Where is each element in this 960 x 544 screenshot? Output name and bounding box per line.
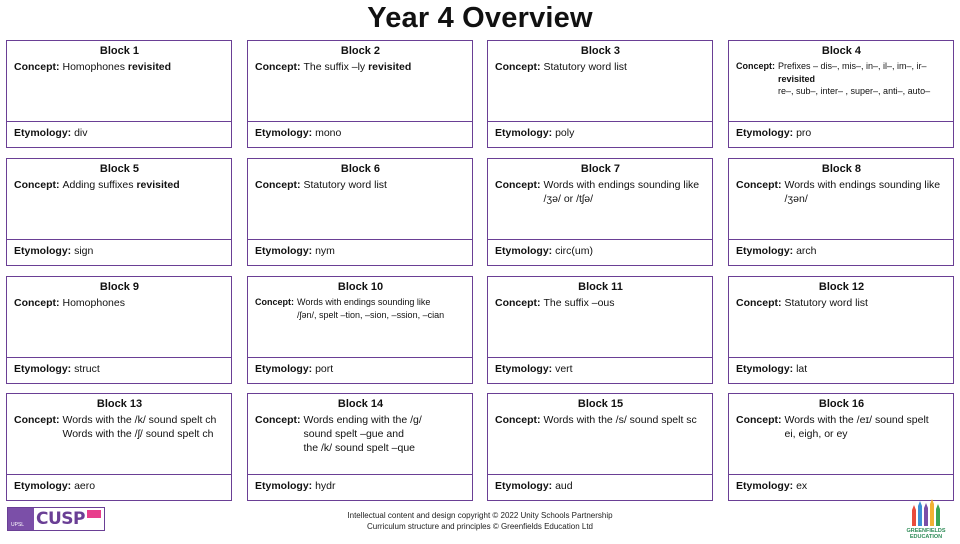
block-card — [247, 40, 473, 148]
block-concept — [14, 296, 225, 310]
block-concept — [495, 60, 706, 74]
block-concept-section — [248, 41, 472, 121]
etymology-value: hydr — [315, 480, 336, 492]
etymology-value: struct — [74, 363, 100, 375]
block-concept-section — [7, 277, 231, 357]
block-card — [247, 158, 473, 266]
concept-line — [304, 178, 467, 192]
concept-line — [778, 73, 947, 86]
cusp-logo-text: CUSP — [36, 509, 85, 529]
block-etymology — [7, 121, 231, 148]
block-concept-section — [488, 394, 712, 474]
block-concept — [255, 60, 466, 74]
concept-text: Statutory word list — [543, 61, 627, 73]
copyright-line-2: Curriculum structure and principles © Greenfields Education Ltd — [367, 522, 593, 531]
block-title: Block 12 — [818, 281, 865, 293]
concept-text: Statutory word list — [784, 297, 868, 309]
etymology-value: arch — [796, 245, 817, 257]
block-card — [728, 40, 954, 148]
block-etymology — [7, 239, 231, 266]
concept-emphasis: revisited — [136, 179, 180, 191]
etymology-value: div — [74, 127, 88, 139]
block-concept — [14, 60, 225, 74]
block-concept — [736, 60, 947, 98]
block-concept-section — [729, 394, 953, 474]
block-title: Block 13 — [96, 398, 143, 410]
block-etymology — [488, 121, 712, 148]
concept-line — [297, 309, 466, 322]
concept-text: Adding suffixes — [62, 179, 137, 191]
concept-text: /ʒən/ — [784, 193, 808, 205]
concept-text: Statutory word list — [303, 179, 387, 191]
concept-line — [63, 413, 226, 427]
block-concept-section — [7, 159, 231, 239]
etymology-label: Etymology: — [255, 363, 313, 375]
block-title: Block 3 — [580, 45, 621, 57]
etymology-value: mono — [315, 127, 342, 139]
concept-line — [304, 427, 467, 441]
concept-line — [785, 192, 948, 206]
concept-text: Words with endings sounding like — [784, 179, 941, 191]
concept-label: Concept: — [255, 297, 294, 307]
etymology-label: Etymology: — [14, 363, 72, 375]
block-etymology — [729, 121, 953, 148]
concept-label: Concept: — [255, 61, 301, 73]
block-title: Block 5 — [99, 163, 140, 175]
concept-label: Concept: — [736, 414, 782, 426]
page-title: Year 4 Overview — [367, 2, 593, 34]
etymology-label: Etymology: — [736, 480, 794, 492]
block-concept-section — [488, 277, 712, 357]
concept-label: Concept: — [14, 61, 60, 73]
concept-label: Concept: — [736, 179, 782, 191]
etymology-value: vert — [555, 363, 573, 375]
etymology-label: Etymology: — [14, 245, 72, 257]
concept-text: /ʃən/, spelt –tion, –sion, –ssion, –cian — [297, 309, 445, 320]
block-concept — [495, 413, 706, 427]
block-title: Block 1 — [99, 45, 140, 57]
block-concept-section — [729, 41, 953, 121]
concept-line — [785, 296, 948, 310]
concept-text: The suffix –ly — [303, 61, 369, 73]
concept-text: sound spelt –gue and — [303, 428, 404, 440]
block-concept-section — [729, 277, 953, 357]
concept-text: Words ending with the /g/ — [303, 414, 422, 426]
etymology-label: Etymology: — [495, 480, 553, 492]
concept-line — [63, 296, 226, 310]
concept-line — [785, 413, 948, 427]
block-title: Block 15 — [577, 398, 624, 410]
concept-text: Words with endings sounding like — [543, 179, 700, 191]
block-concept — [495, 178, 706, 206]
concept-label: Concept: — [495, 61, 541, 73]
block-concept — [14, 413, 225, 441]
block-title: Block 16 — [818, 398, 865, 410]
block-title: Block 6 — [340, 163, 381, 175]
block-concept — [736, 413, 947, 441]
concept-label: Concept: — [14, 297, 60, 309]
block-concept — [736, 296, 947, 310]
pencils-icon — [906, 498, 946, 528]
block-etymology — [729, 239, 953, 266]
concept-text: Homophones — [62, 61, 128, 73]
etymology-label: Etymology: — [736, 245, 794, 257]
block-etymology — [488, 239, 712, 266]
copyright-footer — [300, 510, 660, 532]
concept-text: Words with the /s/ sound spelt sc — [543, 414, 697, 426]
block-card — [247, 276, 473, 384]
concept-label: Concept: — [14, 179, 60, 191]
concept-label: Concept: — [255, 179, 301, 191]
concept-emphasis: revisited — [368, 61, 412, 73]
etymology-value: sign — [74, 245, 94, 257]
concept-text: Prefixes – dis–, mis–, in–, il–, im–, ir– — [778, 61, 927, 71]
block-concept-section — [248, 394, 472, 474]
block-concept-section — [248, 277, 472, 357]
block-card — [247, 393, 473, 501]
concept-text: The suffix –ous — [543, 297, 615, 309]
concept-line — [785, 178, 948, 192]
block-etymology — [729, 357, 953, 384]
block-concept-section — [7, 41, 231, 121]
concept-emphasis: revisited — [778, 73, 816, 84]
block-concept-section — [488, 41, 712, 121]
concept-line — [63, 427, 226, 441]
etymology-label: Etymology: — [14, 480, 72, 492]
block-card — [487, 40, 713, 148]
concept-label: Concept: — [495, 179, 541, 191]
etymology-value: poly — [555, 127, 575, 139]
greenfields-logo — [906, 498, 946, 540]
flag-icon — [87, 510, 101, 518]
etymology-label: Etymology: — [255, 127, 313, 139]
block-etymology — [729, 474, 953, 501]
concept-label: Concept: — [736, 297, 782, 309]
block-title: Block 11 — [578, 281, 623, 293]
etymology-label: Etymology: — [495, 245, 553, 257]
concept-text: the /k/ sound spelt –que — [303, 442, 415, 454]
etymology-value: nym — [315, 245, 335, 257]
concept-line — [778, 85, 947, 98]
concept-label: Concept: — [736, 61, 775, 71]
block-card — [728, 158, 954, 266]
etymology-label: Etymology: — [495, 363, 553, 375]
etymology-value: pro — [796, 127, 812, 139]
concept-label: Concept: — [14, 414, 60, 426]
concept-text: Words with the /ʃ/ sound spelt ch — [62, 428, 214, 440]
concept-line — [544, 413, 707, 427]
cusp-logo — [7, 507, 105, 531]
etymology-label: Etymology: — [14, 127, 72, 139]
block-card — [728, 276, 954, 384]
concept-line — [304, 413, 467, 427]
concept-text: Words with endings sounding like — [297, 297, 431, 307]
concept-text: Homophones — [62, 297, 125, 309]
concept-line — [304, 60, 467, 74]
block-concept — [255, 296, 466, 321]
concept-text: Words with the /eɪ/ sound spelt — [784, 414, 929, 426]
block-title: Block 4 — [821, 45, 862, 57]
concept-emphasis: revisited — [127, 61, 172, 73]
block-concept-section — [729, 159, 953, 239]
greenfields-logo-text: GREENFIELDS EDUCATION — [906, 528, 946, 540]
etymology-value: circ(um) — [555, 245, 594, 257]
block-etymology — [7, 474, 231, 501]
etymology-label: Etymology: — [736, 363, 794, 375]
concept-line — [778, 60, 947, 73]
etymology-value: aero — [74, 480, 96, 492]
concept-line — [304, 441, 467, 455]
etymology-value: aud — [555, 480, 573, 492]
block-card — [487, 158, 713, 266]
concept-label: Concept: — [495, 414, 541, 426]
block-etymology — [488, 357, 712, 384]
concept-text: ei, eigh, or ey — [784, 428, 848, 440]
block-etymology — [7, 357, 231, 384]
block-card — [487, 393, 713, 501]
concept-line — [63, 178, 226, 192]
block-concept — [14, 178, 225, 192]
block-card — [6, 158, 232, 266]
etymology-label: Etymology: — [255, 245, 313, 257]
block-etymology — [488, 474, 712, 501]
concept-line — [63, 60, 226, 74]
concept-text: re–, sub–, inter– , super–, anti–, auto– — [778, 86, 931, 96]
block-card — [487, 276, 713, 384]
block-concept — [255, 178, 466, 192]
concept-line — [544, 60, 707, 74]
concept-label: Concept: — [255, 414, 301, 426]
block-title: Block 7 — [580, 163, 621, 175]
block-card — [728, 393, 954, 501]
block-concept — [255, 413, 466, 455]
block-etymology — [248, 121, 472, 148]
etymology-value: port — [315, 363, 334, 375]
block-card — [6, 40, 232, 148]
block-card — [6, 393, 232, 501]
block-concept — [495, 296, 706, 310]
concept-line — [544, 192, 707, 206]
block-title: Block 2 — [340, 45, 381, 57]
block-title: Block 10 — [337, 281, 384, 293]
concept-line — [297, 296, 466, 309]
concept-line — [544, 178, 707, 192]
block-card — [6, 276, 232, 384]
concept-text: Words with the /k/ sound spelt ch — [62, 414, 217, 426]
block-title: Block 14 — [337, 398, 384, 410]
etymology-label: Etymology: — [255, 480, 313, 492]
block-etymology — [248, 239, 472, 266]
etymology-label: Etymology: — [495, 127, 553, 139]
block-concept-section — [7, 394, 231, 474]
block-concept-section — [248, 159, 472, 239]
block-etymology — [248, 474, 472, 501]
block-title: Block 9 — [99, 281, 140, 293]
block-concept — [736, 178, 947, 206]
block-concept-section — [488, 159, 712, 239]
etymology-label: Etymology: — [736, 127, 794, 139]
concept-line — [785, 427, 948, 441]
block-title: Block 8 — [821, 163, 862, 175]
etymology-value: lat — [796, 363, 808, 375]
concept-line — [544, 296, 707, 310]
copyright-line-1: Intellectual content and design copyright © 2022 Unity Schools Partnership — [347, 511, 613, 520]
etymology-value: ex — [796, 480, 808, 492]
cusp-logo-small-text: UPSL — [11, 522, 25, 528]
concept-text: /ʒə/ or /tʃə/ — [543, 193, 593, 205]
concept-label: Concept: — [495, 297, 541, 309]
block-etymology — [248, 357, 472, 384]
